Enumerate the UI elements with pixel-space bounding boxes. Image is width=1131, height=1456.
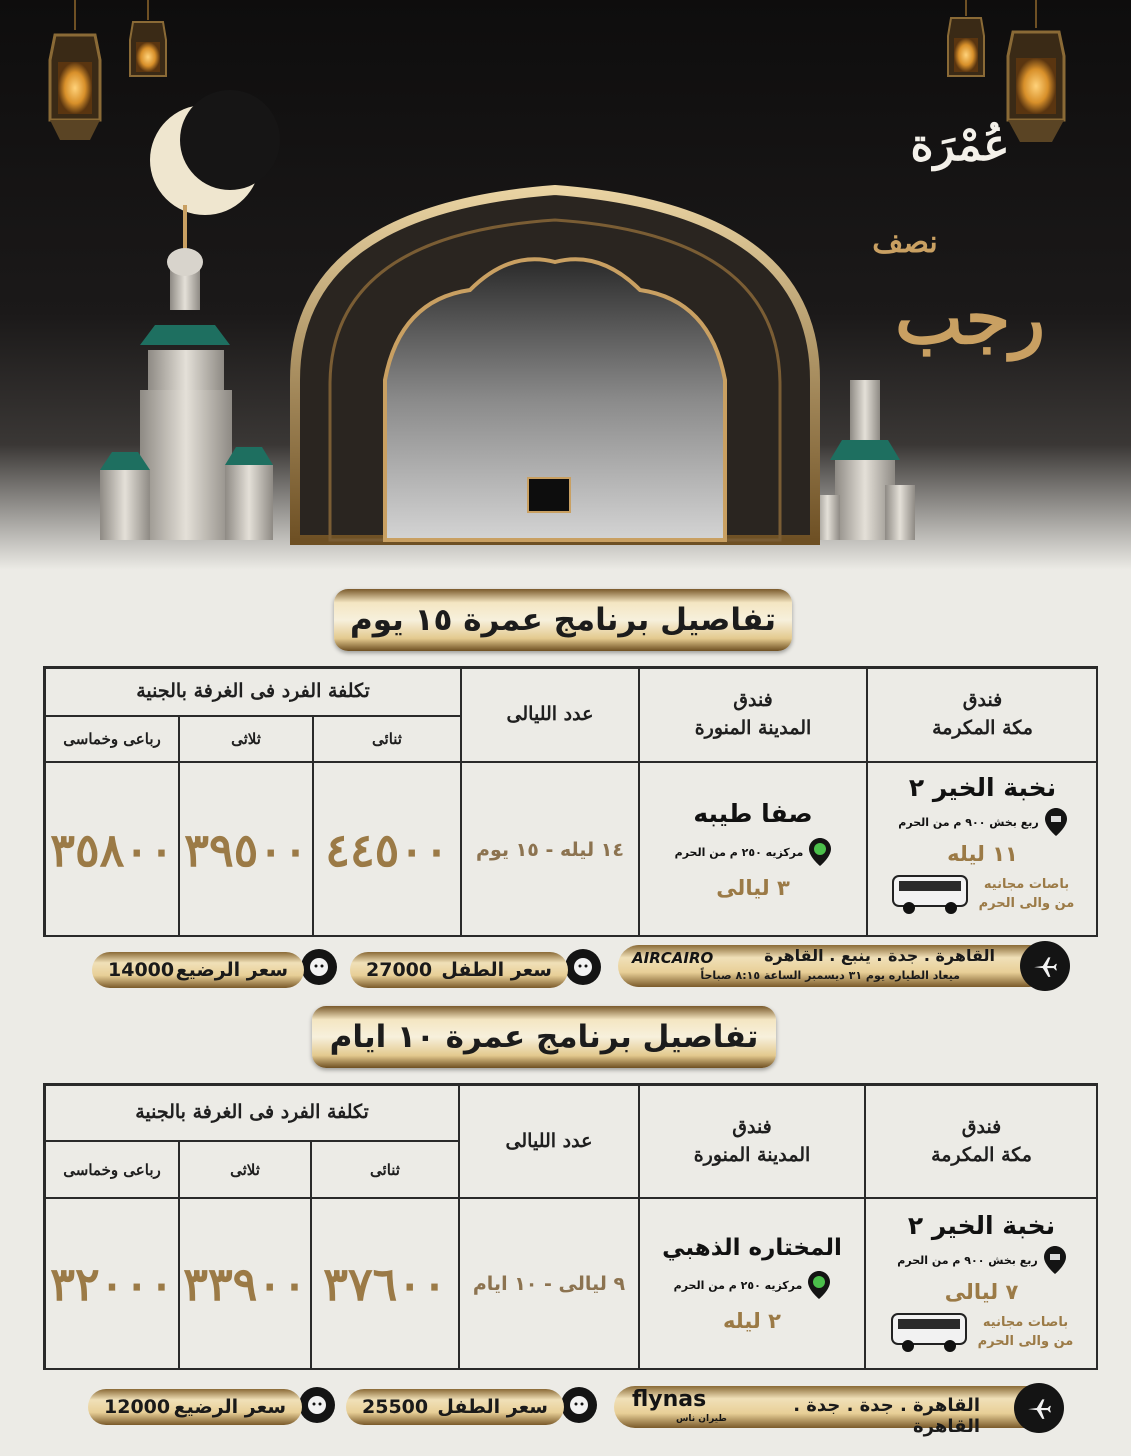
triple-header: ثلاثى <box>179 1141 311 1198</box>
madinah-nights: ٣ ليالى <box>716 876 790 900</box>
bus-icon <box>891 872 969 916</box>
bus-icon <box>890 1310 968 1354</box>
calligraphy-umrah: عُمْرَة <box>910 120 1010 171</box>
lantern-icon <box>130 0 166 76</box>
madinah-nights: ٢ ليله <box>723 1309 781 1333</box>
quad-header: رباعى وخماسى <box>45 716 179 762</box>
minaret-illustration <box>100 248 273 540</box>
plane-icon <box>1020 941 1070 991</box>
airline-logo-sub: طيران ناس <box>676 1414 727 1424</box>
location-pin-icon <box>1045 808 1067 836</box>
infant-icon <box>299 1387 335 1423</box>
madinah-hotel-header: فندق المدينة المنورة <box>639 1085 865 1198</box>
duration: ٩ ليالى - ١٠ ايام <box>459 1198 639 1370</box>
makkah-hotel-cell: نخبة الخير ٢ ربع بخش ٩٠٠ م من الحرم ٧ ليالى باصات مجانيه من والى الحرم <box>865 1198 1098 1370</box>
airline-logo-aircairo: AIRCAIRO <box>632 949 714 967</box>
price-triple: ٣٣٩٠٠ <box>179 1198 311 1370</box>
minaret-illustration <box>815 380 915 540</box>
program-15-title: تفاصيل برنامج عمرة ١٥ يوم <box>334 589 792 651</box>
flight-note-15: ميعاد الطياره يوم ٣١ ديسمبر الساعة ٨:١٥ صباحاً <box>700 969 960 982</box>
makkah-distance: ربع بخش ٩٠٠ م من الحرم <box>898 815 1039 829</box>
location-pin-icon <box>1044 1246 1066 1274</box>
price-double: ٣٧٦٠٠ <box>311 1198 459 1370</box>
double-header: ثنائى <box>313 716 461 762</box>
triple-header: ثلاثى <box>179 716 313 762</box>
price-quad: ٣٢٠٠٠ <box>45 1198 179 1370</box>
madinah-hotel-header: فندق المدينة المنورة <box>639 668 867 762</box>
child-icon <box>565 949 601 985</box>
program-15-table <box>43 666 1098 937</box>
calligraphy-rajab: رجب <box>895 275 1045 360</box>
route-10: القاهرة . جدة . جدة . القاهرة <box>793 1395 980 1437</box>
madinah-distance: مركزيه ٢٥٠ م من الحرم <box>673 1278 803 1292</box>
location-pin-icon <box>808 1271 830 1299</box>
nights-header: عدد الليالى <box>459 1085 639 1198</box>
nights-header: عدد الليالى <box>461 668 639 762</box>
makkah-hotel-header: فندق مكة المكرمة <box>865 1085 1098 1198</box>
double-header: ثنائى <box>311 1141 459 1198</box>
price-triple: ٣٩٥٠٠ <box>179 762 313 937</box>
lantern-icon <box>948 0 984 76</box>
child-price-pill: سعر الطفل 27000 <box>350 952 568 988</box>
madinah-hotel-name: صفا طيبه <box>693 799 813 828</box>
infant-price-pill: سعر الرضيع 14000 <box>92 952 304 988</box>
hero-banner <box>0 0 1131 570</box>
program-10-title: تفاصيل برنامج عمرة ١٠ ايام <box>312 1006 776 1068</box>
child-price-pill: سعر الطفل 25500 <box>346 1389 564 1425</box>
makkah-hotel-name: نخبة الخير ٢ <box>908 773 1057 802</box>
lantern-icon <box>50 0 100 140</box>
makkah-hotel-header: فندق مكة المكرمة <box>867 668 1098 762</box>
makkah-nights: ١١ ليله <box>947 842 1018 866</box>
location-pin-icon <box>809 838 831 866</box>
makkah-nights: ٧ ليالى <box>944 1280 1019 1304</box>
route-15: القاهرة . جدة . ينبع . القاهرة <box>764 946 995 965</box>
airline-logo-flynas: flynas <box>632 1387 707 1412</box>
duration: ١٤ ليله - ١٥ يوم <box>461 762 639 937</box>
madinah-hotel-name: المختاره الذهبي <box>662 1235 842 1261</box>
price-quad: ٣٥٨٠٠ <box>45 762 179 937</box>
plane-icon <box>1014 1383 1064 1433</box>
program-10-table <box>43 1083 1098 1370</box>
infant-price-pill: سعر الرضيع 12000 <box>88 1389 302 1425</box>
makkah-distance: ربع بخش ٩٠٠ م من الحرم <box>897 1253 1038 1267</box>
quad-header: رباعى وخماسى <box>45 1141 179 1198</box>
infant-icon <box>301 949 337 985</box>
madinah-hotel-cell <box>639 1198 865 1370</box>
calligraphy-nesf: نصف <box>872 225 938 260</box>
arch-frame <box>295 190 815 540</box>
child-icon <box>561 1387 597 1423</box>
crescent-moon-icon <box>150 90 280 260</box>
madinah-distance: مركزيه ٢٥٠ م من الحرم <box>674 845 804 859</box>
makkah-hotel-name: نخبة الخير ٢ <box>907 1211 1056 1240</box>
madinah-hotel-cell <box>639 762 867 937</box>
price-double: ٤٤٥٠٠ <box>313 762 461 937</box>
makkah-hotel-cell: نخبة الخير ٢ ربع بخش ٩٠٠ م من الحرم ١١ ليله باصات مجانيه من والى الحرم <box>867 762 1098 937</box>
cost-group-header: تكلفة الفرد فى الغرفة بالجنية <box>45 1085 459 1141</box>
cost-group-header: تكلفة الفرد فى الغرفة بالجنية <box>45 668 461 716</box>
